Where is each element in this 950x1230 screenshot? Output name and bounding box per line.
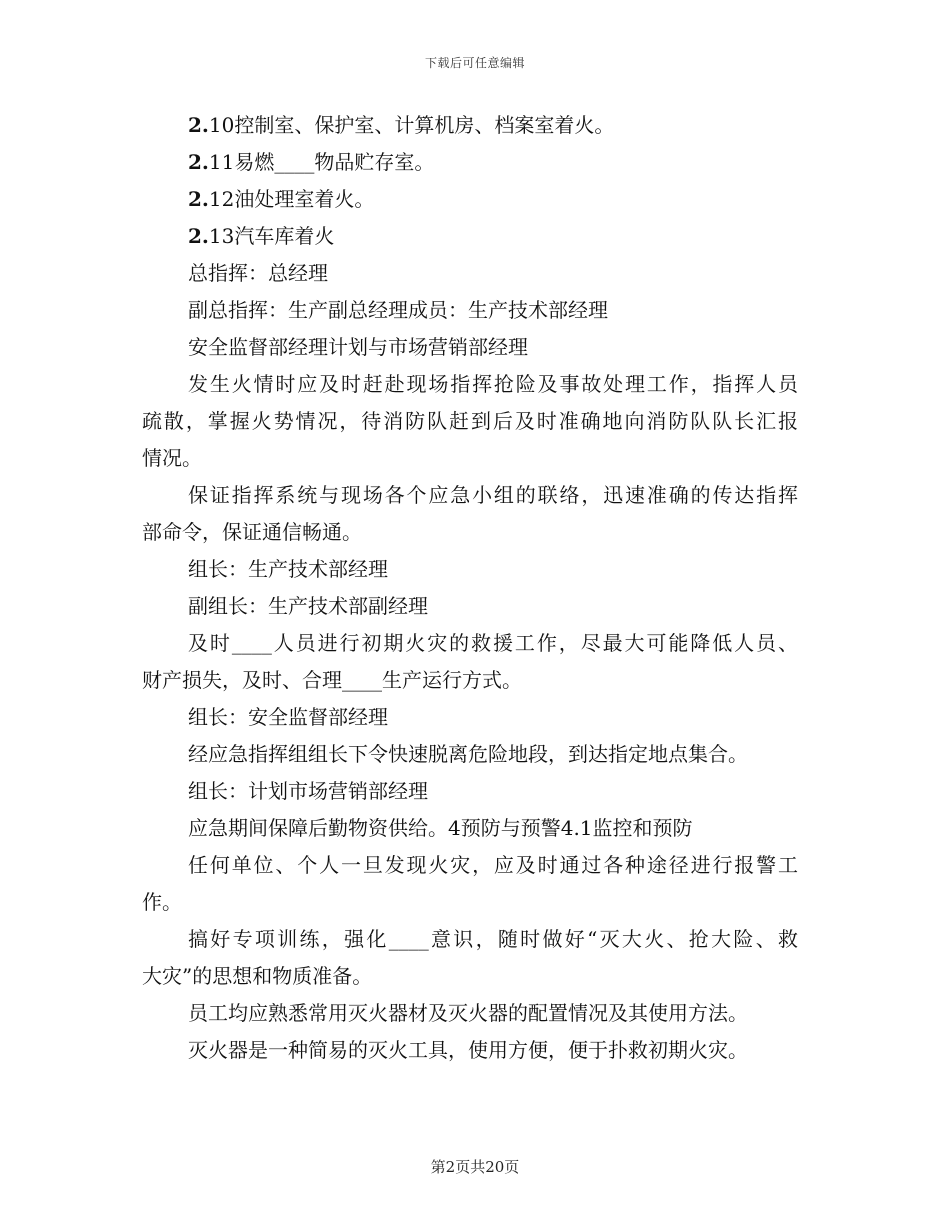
text-line xyxy=(142,847,798,884)
text-line xyxy=(142,218,798,255)
text-line xyxy=(142,884,798,921)
text-line xyxy=(142,107,798,144)
text-line xyxy=(142,181,798,218)
line-text: 12油处理室着火。 xyxy=(208,187,375,211)
line-text: 组长：安全监督部经理 xyxy=(188,705,388,729)
text-line xyxy=(142,514,798,551)
line-text: 11易燃____物品贮存室。 xyxy=(208,150,435,174)
text-line xyxy=(142,551,798,588)
line-text: 作。 xyxy=(142,890,182,914)
line-text: 及时____人员进行初期火灾的救援工作，尽最大可能降低人员、 xyxy=(188,631,798,655)
text-line xyxy=(142,403,798,440)
text-line xyxy=(142,292,798,329)
text-line xyxy=(142,329,798,366)
line-text: 保证指挥系统与现场各个应急小组的联络，迅速准确的传达指挥 xyxy=(188,483,798,507)
text-line xyxy=(142,366,798,403)
page-header: 下载后可任意编辑 xyxy=(424,56,525,70)
line-text: 组长：计划市场营销部经理 xyxy=(188,779,428,803)
section-number: 2. xyxy=(188,113,209,137)
line-text: 灭火器是一种简易的灭火工具，使用方便，便于扑救初期火灾。 xyxy=(188,1038,748,1062)
text-line xyxy=(142,995,798,1032)
text-line xyxy=(142,699,798,736)
section-number: 2. xyxy=(188,224,209,248)
line-text: 组长：生产技术部经理 xyxy=(188,557,388,581)
line-text: 财产损失，及时、合理____生产运行方式。 xyxy=(142,668,522,692)
line-text: 部命令，保证通信畅通。 xyxy=(142,520,362,544)
text-line xyxy=(142,625,798,662)
text-line xyxy=(142,588,798,625)
text-line xyxy=(142,255,798,292)
line-text: 员工均应熟悉常用灭火器材及灭火器的配置情况及其使用方法。 xyxy=(188,1001,748,1025)
text-line xyxy=(142,662,798,699)
line-text: 情况。 xyxy=(142,446,202,470)
line-text: 疏散，掌握火势情况，待消防队赶到后及时准确地向消防队队长汇报 xyxy=(142,409,798,433)
document-body xyxy=(142,107,798,1069)
text-line xyxy=(142,773,798,810)
section-number: 2. xyxy=(188,187,209,211)
text-line xyxy=(142,921,798,958)
line-text: 总指挥：总经理 xyxy=(188,261,328,285)
text-line xyxy=(142,1032,798,1069)
line-text: 安全监督部经理计划与市场营销部经理 xyxy=(188,335,528,359)
page-footer: 第2页共20页 xyxy=(430,1158,520,1176)
text-line xyxy=(142,958,798,995)
line-text: 应急期间保障后勤物资供给。4预防与预警4.1监控和预防 xyxy=(188,816,693,840)
line-text: 发生火情时应及时赶赴现场指挥抢险及事故处理工作，指挥人员 xyxy=(188,372,798,396)
text-line xyxy=(142,144,798,181)
text-line xyxy=(142,810,798,847)
text-line xyxy=(142,736,798,773)
line-text: 搞好专项训练，强化____意识，随时做好“灭大火、抢大险、救 xyxy=(188,927,798,951)
line-text: 10控制室、保护室、计算机房、档案室着火。 xyxy=(208,113,615,137)
line-text: 经应急指挥组组长下令快速脱离危险地段，到达指定地点集合。 xyxy=(188,742,748,766)
line-text: 副组长：生产技术部副经理 xyxy=(188,594,428,618)
line-text: 大灾”的思想和物质准备。 xyxy=(142,964,373,988)
line-text: 13汽车库着火 xyxy=(208,224,335,248)
line-text: 副总指挥：生产副总经理成员：生产技术部经理 xyxy=(188,298,608,322)
line-text: 任何单位、个人一旦发现火灾，应及时通过各种途径进行报警工 xyxy=(188,853,798,877)
text-line xyxy=(142,440,798,477)
text-line xyxy=(142,477,798,514)
section-number: 2. xyxy=(188,150,209,174)
